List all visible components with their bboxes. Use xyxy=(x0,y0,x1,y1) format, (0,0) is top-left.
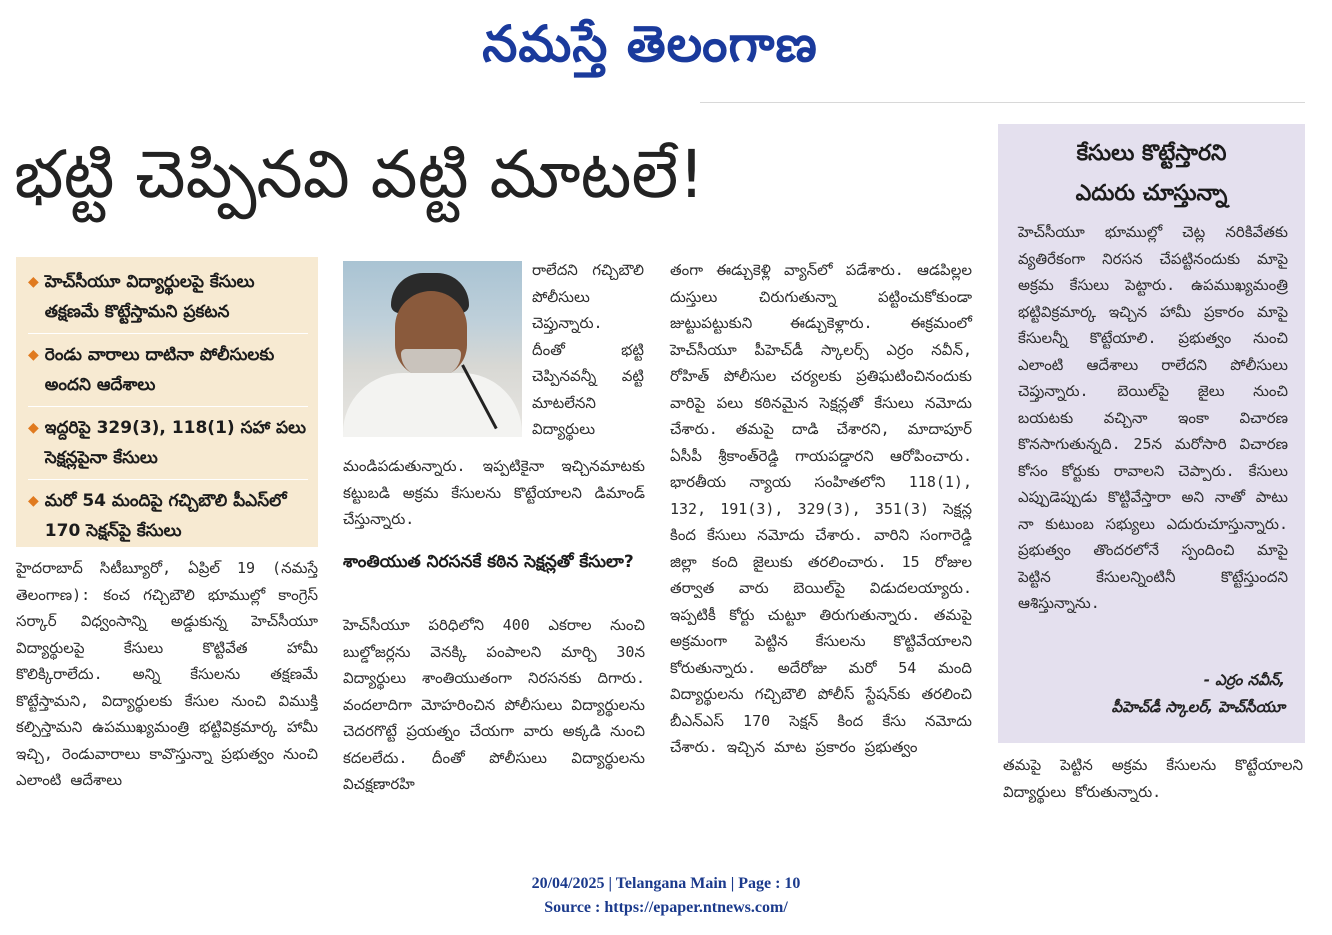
article-paragraph: తమపై పెట్టిన అక్రమ కేసులను కొట్టేయాలని విద్యార్థులు కోరుతున్నారు. xyxy=(1003,756,1303,801)
article-paragraph: హైదరాబాద్ సిటీబ్యూరో, ఏప్రిల్ 19 (నమస్తే తెలంగాణ): కంచ గచ్చిబౌలి భూముల్లో కాంగ్రెస్ సర్కార్ విధ్వంసాన్ని అడ్డుకున్న హెచ్‌సీయూ విద్యార్థులపై కేసులు కొట్టివేత హామీ కొలిక్కిరాలేదు. అన్ని కేసులను తక్షణమే కొట్టేస్తామని, విద్యార్థులకు కేసుల నుంచి విముక్తి కల్పిస్తామని ఉపముఖ్యమంత్రి భట్టివిక్రమార్క హామీ ఇచ్చి, రెండువారాలు కావొస్తున్నా ప్రభుత్వం నుంచి ఎలాంటి ఆదేశాలు xyxy=(16,559,318,789)
highlight-item xyxy=(28,267,308,327)
article-column-3 xyxy=(670,257,972,761)
article-column-4-tail xyxy=(1003,752,1303,805)
highlight-text: ఇద్దరిపై 329(3), 118(1) సహా పలు సెక్షన్లపైనా కేసులు xyxy=(44,418,307,468)
sidebar-body xyxy=(1018,219,1288,617)
article-column-1 xyxy=(16,555,318,794)
sidebar-title xyxy=(998,134,1305,214)
quote-sidebar xyxy=(998,124,1305,743)
article-column-2 xyxy=(343,453,645,533)
diamond-bullet-icon: ◆ xyxy=(28,420,39,436)
sidebar-title-line: ఎదురు చూస్తున్నా xyxy=(1075,181,1228,206)
signature-role: పీహెచ్‌డీ స్కాలర్, హెచ్‌సీయూ xyxy=(1111,698,1285,716)
article-paragraph: మండిపడుతున్నారు. ఇప్పటికైనా ఇచ్చినమాటకు కట్టుబడి అక్రమ కేసులను కొట్టేయాలని డిమాండ్ చేస్తున్నారు. xyxy=(343,457,645,528)
highlight-item xyxy=(28,340,308,400)
highlight-text: రెండు వారాలు దాటినా పోలీసులకు అందని ఆదేశాలు xyxy=(44,345,275,395)
article-paragraph: తంగా ఈడ్చుకెళ్లి వ్యాన్‌లో పడేశారు. ఆడపిల్లల దుస్తులు చిరుగుతున్నా పట్టించుకోకుండా జుట్టుపట్టుకుని ఈడ్చుకెళ్లారు. ఈక్రమంలో హెచ్‌సీయూ పీహెచ్‌డీ స్కాలర్స్ ఎర్రం నవీన్, రోహిత్ పోలీసుల చర్యలకు ప్రతిఘటించినందుకు వారిపై పలు కఠినమైన సెక్షన్లతో కేసులు నమోదు చేశారు. తమపై దాడి చేశారని, మాదాపూర్ ఏసీపీ శ్రీకాంత్‌రెడ్డి గాయపడ్డారని ఆరోపించారు. భారతీయ న్యాయ సంహితలోని 118(1), 132, 191(3), 329(3), 351(3) సెక్షన్ల కింద కేసులు నమోదు చేశారు. వారిని సంగారెడ్డి జిల్లా కంది జైలుకు తరలించారు. 15 రోజుల తర్వాత వారు బెయిల్‌పై విడుదలయ్యారు. ఇప్పటికీ కోర్టు చుట్టూ తిరుగుతున్నారు. తమపై అక్రమంగా పెట్టిన కేసులను కొట్టివేయాలని కోరుతున్నారు. అదేరోజు మరో 54 మంది విద్యార్థులను గచ్చిబౌలి పోలీస్ స్టేషన్‌కు తరలించి బీఎన్ఎస్ 170 సెక్షన్ కింద కేసు నమోదు చేశారు. ఇచ్చిన మాట ప్రకారం ప్రభుత్వం xyxy=(670,261,972,756)
sidebar-title-line: కేసులు కొట్టేస్తారని xyxy=(1076,141,1227,166)
highlight-divider xyxy=(28,333,308,334)
signature-name: - ఎర్రం నవీన్, xyxy=(1203,671,1285,689)
highlight-divider xyxy=(28,479,308,480)
section-subheading: శాంతియుత నిరసనకే కఠిన సెక్షన్లతో కేసులా? xyxy=(343,552,634,572)
article-headline: భట్టి చెప్పినవి వట్టి మాటలే! xyxy=(14,136,705,213)
footer-source-link[interactable]: Source : https://epaper.ntnews.com/ xyxy=(544,899,788,916)
highlight-item xyxy=(28,486,308,546)
minister-photo xyxy=(343,261,522,437)
diamond-bullet-icon: ◆ xyxy=(28,493,39,509)
masthead-logo: నమస్తే తెలంగాణ xyxy=(482,15,818,73)
article-paragraph: రాలేదని గచ్చిబౌలి పోలీసులు చెప్తున్నారు. దీంతో భట్టి చెప్పినవన్నీ వట్టి మాటలేనని విద్యార్థులు xyxy=(532,261,644,438)
sidebar-signature xyxy=(1015,667,1285,721)
highlight-text: మరో 54 మందిపై గచ్చిబౌలి పీఎస్‌లో 170 సెక్షన్‌పై కేసులు xyxy=(44,491,287,541)
article-column-2-lower xyxy=(343,612,645,798)
highlight-divider xyxy=(28,406,308,407)
highlights-box xyxy=(16,257,318,547)
highlight-text: హెచ్‌సీయూ విద్యార్థులపై కేసులు తక్షణమే కొట్టేస్తామని ప్రకటన xyxy=(44,272,255,322)
highlight-item xyxy=(28,413,308,473)
diamond-bullet-icon: ◆ xyxy=(28,347,39,363)
article-column-2-beside-photo xyxy=(532,257,644,443)
article-paragraph: హెచ్‌సీయూ పరిధిలోని 400 ఎకరాల నుంచి బుల్డోజర్లను వెనక్కి పంపాలని మార్చి 30న విద్యార్థులు శాంతియుతంగా నిరసనకు దిగారు. వందలాదిగా మోహరించిన పోలీసులు విద్యార్థులను చెదరగొట్టే ప్రయత్నం చేయగా వారు అక్కడి నుంచి కదలలేదు. దీంతో పోలీసులు విద్యార్థులను విచక్షణారహి xyxy=(343,616,645,793)
diamond-bullet-icon: ◆ xyxy=(28,274,39,290)
masthead-divider xyxy=(700,102,1305,103)
footer-date-page: 20/04/2025 | Telangana Main | Page : 10 xyxy=(531,875,801,892)
sidebar-paragraph: హెచ్‌సీయూ భూముల్లో చెట్ల నరికివేతకు వ్యతిరేకంగా నిరసన చేపట్టినందుకు మాపై అక్రమ కేసులు పెట్టారు. ఉపముఖ్యమంత్రి భట్టివిక్రమార్క ఇచ్చిన హామీ ప్రకారం మాపై కేసులన్నీ కొట్టేయాలి. ప్రభుత్వం నుంచి ఎలాంటి ఆదేశాలు రాలేదని పోలీసులు చెప్తున్నారు. బెయిల్‌పై జైలు నుంచి బయటకు వచ్చినా ఇంకా విచారణ కొనసాగుతున్నది. 25న మరోసారి విచారణ కోసం కోర్టుకు రావాలని చెప్పారు. కేసులు ఎప్పుడెప్పుడు కొట్టివేస్తారా అని నాతో పాటు నా కుటుంబ సభ్యులు ఎదురుచూస్తున్నారు. ప్రభుత్వం తొందరలోనే స్పందించి మాపై పెట్టిన కేసులన్నింటినీ కొట్టేస్తుందని ఆశిస్తున్నాను. xyxy=(1018,223,1288,612)
page-footer xyxy=(0,872,1332,920)
